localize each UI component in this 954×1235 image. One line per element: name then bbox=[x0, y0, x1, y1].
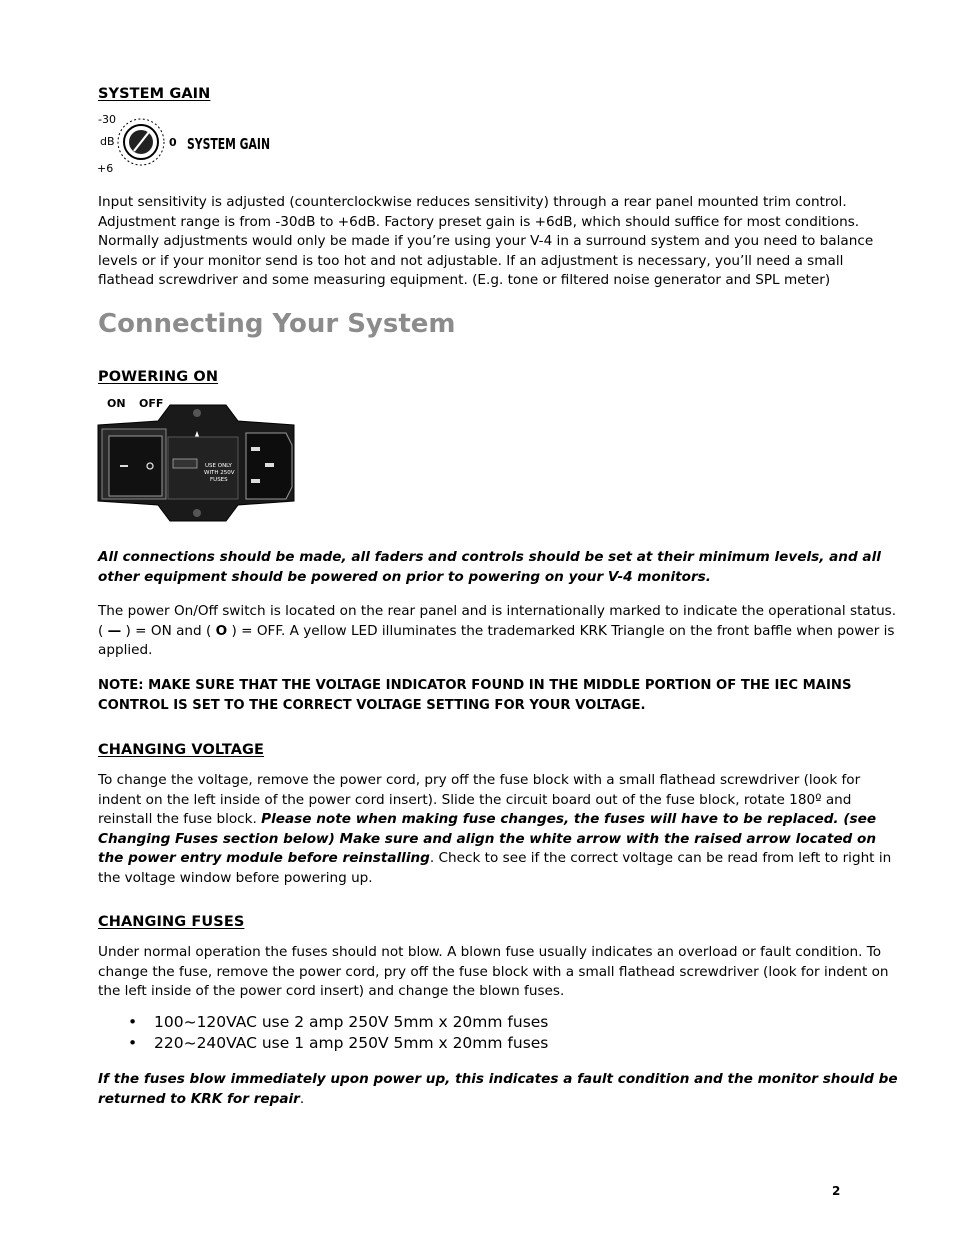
svg-text:USE ONLY: USE ONLY bbox=[205, 463, 232, 469]
voltage-window bbox=[173, 459, 197, 468]
list-item: • 100~120VAC use 2 amp 250V 5mm x 20mm fuses bbox=[98, 1012, 898, 1033]
rocker-switch-icon bbox=[109, 436, 162, 496]
top-screw-icon bbox=[193, 409, 201, 417]
svg-text:FUSES: FUSES bbox=[210, 477, 228, 483]
changing-voltage-heading: CHANGING VOLTAGE bbox=[98, 742, 265, 758]
changing-fuses-paragraph: Under normal operation the fuses should not blow. A blown fuse usually indicates an overload or fault condition. To change the fuse, remove the power cord, pry off the fuse block with a small flathead screwdriver (look for indent on the left inside of the power cord insert) and change the blown fuses. bbox=[98, 944, 889, 999]
section-title: Connecting Your System bbox=[98, 309, 456, 339]
bottom-screw-icon bbox=[193, 509, 201, 517]
on-symbol: — bbox=[107, 622, 122, 639]
list-item: • 220~240VAC use 1 amp 250V 5mm x 20mm fuses bbox=[98, 1033, 898, 1054]
gain-db-label: dB bbox=[100, 135, 115, 148]
system-gain-paragraph: Input sensitivity is adjusted (counterclockwise reduces sensitivity) through a rear panel mounted trim control. Adjustment range is from -30dB to +6dB. Factory preset gain is +6dB, which should suffice for most conditions. Normally adjustments would only be made if you’re using your V-4 in a surround system and you need to balance levels or if your monitor send is too hot and not adjustable. If an adjustment is necessary, you’ll need a small flathead screwdriver and some measuring equipment. (E.g. tone or filtered noise generator and SPL meter) bbox=[98, 194, 874, 288]
gain-max-label: +6 bbox=[97, 162, 114, 175]
switch-off-label: OFF bbox=[139, 397, 164, 410]
switch-on-label: ON bbox=[107, 397, 126, 410]
gain-min-label: -30 bbox=[98, 113, 116, 126]
system-gain-heading: SYSTEM GAIN bbox=[98, 86, 211, 102]
gain-zero-label: 0 bbox=[169, 136, 177, 149]
svg-text:WITH 250V: WITH 250V bbox=[204, 470, 235, 476]
fuse-fault-warning: If the fuses blow immediately upon power up, this indicates a fault condition and the monitor should be returned to KRK for repair. bbox=[98, 1071, 898, 1107]
powering-on-warning: All connections should be made, all faders and controls should be set at their minimum levels, and all other equipment should be powered on prior to powering on your V-4 monitors. bbox=[98, 549, 881, 585]
voltage-note: NOTE: MAKE SURE THAT THE VOLTAGE INDICATOR FOUND IN THE MIDDLE PORTION OF THE IEC MAINS CONTROL IS SET TO THE CORRECT VOLTAGE SETTING FOR YOUR VOLTAGE. bbox=[98, 678, 852, 713]
changing-fuses-heading: CHANGING FUSES bbox=[98, 914, 245, 930]
power-switch-paragraph: The power On/Off switch is located on the rear panel and is internationally marked to indicate the operational status. ( — ) = ON and ( O ) = OFF. A yellow LED illuminates the trademarked KRK Triangle on the front baffle when power is applied. bbox=[98, 603, 897, 658]
gain-figure-caption: SYSTEM GAIN bbox=[187, 135, 270, 153]
gain-knob-icon bbox=[118, 119, 164, 165]
off-symbol: O bbox=[215, 622, 228, 639]
system-gain-knob-figure bbox=[96, 110, 276, 176]
changing-voltage-paragraph: To change the voltage, remove the power cord, pry off the fuse block with a small flathead screwdriver (look for indent on the left inside of the power cord insert). Slide the circuit board out of the fuse block, rotate 180º and reinstall the fuse block. Please note when making fuse changes, the fuses will have to be replaced. (see Changing Fuses section below) Make sure and align the white arrow with the raised arrow located on the power entry module before reinstalling. Check to see if the correct voltage can be read from left to right in the voltage window before powering up. bbox=[98, 772, 892, 886]
power-module-figure bbox=[96, 393, 298, 535]
page-number: 2 bbox=[832, 1184, 841, 1198]
powering-on-heading: POWERING ON bbox=[98, 369, 219, 385]
fuse-spec-list bbox=[98, 1012, 898, 1054]
